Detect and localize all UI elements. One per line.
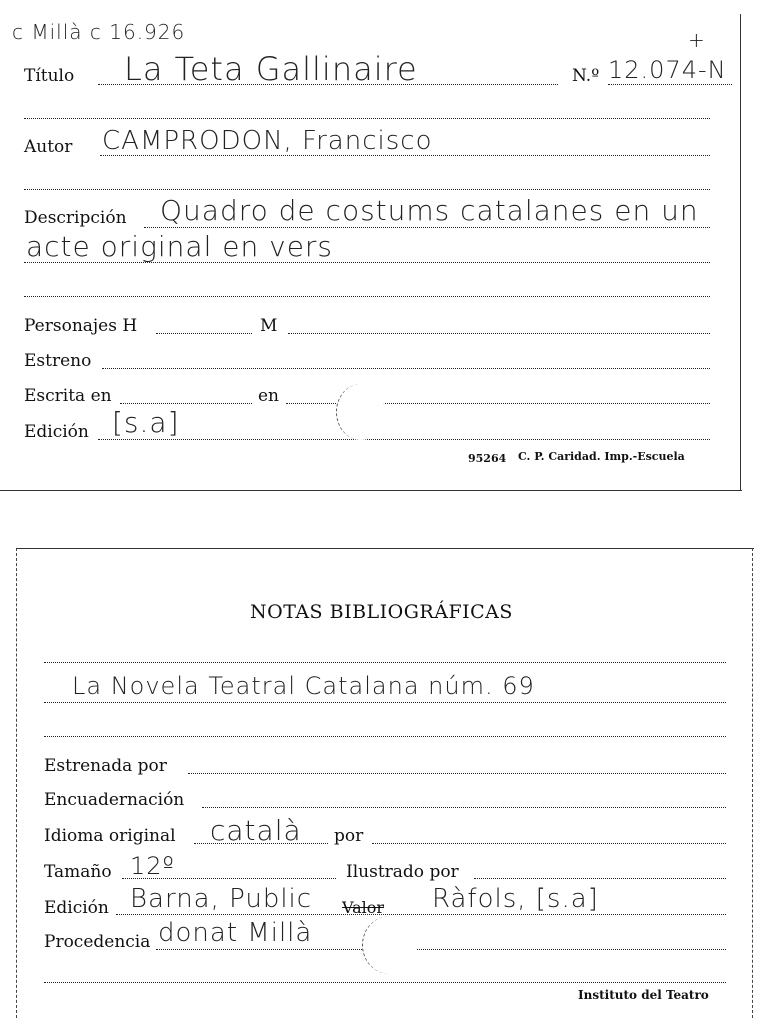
encuadernacion-label: Encuadernación [44, 790, 185, 810]
estrenada-line [188, 773, 726, 774]
descripcion-line1: Quadro de costums catalanes en un [160, 194, 699, 227]
card-edge [16, 548, 17, 1018]
card-edge [740, 14, 741, 490]
blank-line [44, 982, 726, 983]
edicion-line-2 [116, 914, 726, 915]
edicion-label: Edición [24, 422, 89, 442]
blank-line [24, 118, 710, 119]
note-line [44, 702, 726, 703]
por-line [372, 843, 726, 844]
descripcion-line [144, 227, 710, 228]
edicion-line [98, 439, 710, 440]
m-label: M [260, 316, 278, 336]
blank-line [44, 736, 726, 737]
ilustrado-label: Ilustrado por [346, 862, 459, 882]
titulo-label: Título [24, 66, 75, 86]
edicion-struck: Valor [342, 898, 385, 917]
estrenada-label: Estrenada por [44, 756, 167, 776]
autor-label: Autor [24, 137, 73, 157]
numero-value: 12.074-N [608, 56, 727, 84]
personajes-label: Personajes H [24, 316, 138, 336]
institute-footer: Instituto del Teatro [578, 988, 709, 1002]
idioma-value: català [210, 814, 302, 847]
note-value: La Novela Teatral Catalana núm. 69 [72, 672, 535, 700]
encuadernacion-line [202, 807, 726, 808]
numero-line [608, 84, 732, 85]
edicion-value-b: Ràfols, [s.a] [432, 884, 599, 914]
card-edge [16, 548, 754, 549]
punch-hole [336, 384, 385, 440]
titulo-value: La Teta Gallinaire [124, 50, 418, 88]
procedencia-label: Procedencia [44, 932, 151, 952]
numero-label: N.º [572, 66, 600, 86]
tamano-value: 12º [130, 852, 175, 880]
estreno-line [102, 368, 710, 369]
escrita-label: Escrita en [24, 386, 112, 406]
punch-hole [362, 916, 417, 974]
descripcion-label: Descripción [24, 208, 127, 228]
blank-line [44, 662, 726, 663]
estreno-label: Estreno [24, 351, 92, 371]
catalog-card-front [0, 0, 742, 492]
ilustrado-line [474, 878, 726, 879]
descripcion-line2: acte original en vers [26, 230, 334, 263]
edicion-label-2: Edición [44, 898, 109, 918]
idioma-label: Idioma original [44, 826, 176, 846]
printer-name: C. P. Caridad. Imp.-Escuela [518, 450, 685, 463]
personajes-m-line [288, 333, 710, 334]
personajes-h-line [156, 333, 252, 334]
plus-mark: + [688, 28, 706, 52]
autor-value: CAMPRODON, Francisco [102, 126, 433, 156]
escrita-line [120, 403, 252, 404]
en-label: en [258, 386, 280, 406]
notas-heading: NOTAS BIBLIOGRÁFICAS [250, 601, 513, 623]
procedencia-value: donat Millà [158, 918, 313, 948]
card-edge [0, 490, 742, 491]
corner-note: c Millà c 16.926 [12, 20, 186, 44]
blank-line [24, 296, 710, 297]
edicion-value: [s.a] [112, 406, 180, 439]
card-edge [752, 548, 753, 1018]
por-label: por [334, 826, 364, 846]
tamano-label: Tamaño [44, 862, 112, 882]
edicion-value-a: Barna, Public [130, 884, 313, 914]
procedencia-line [156, 949, 726, 950]
printer-code: 95264 [468, 452, 507, 465]
blank-line [24, 189, 710, 190]
